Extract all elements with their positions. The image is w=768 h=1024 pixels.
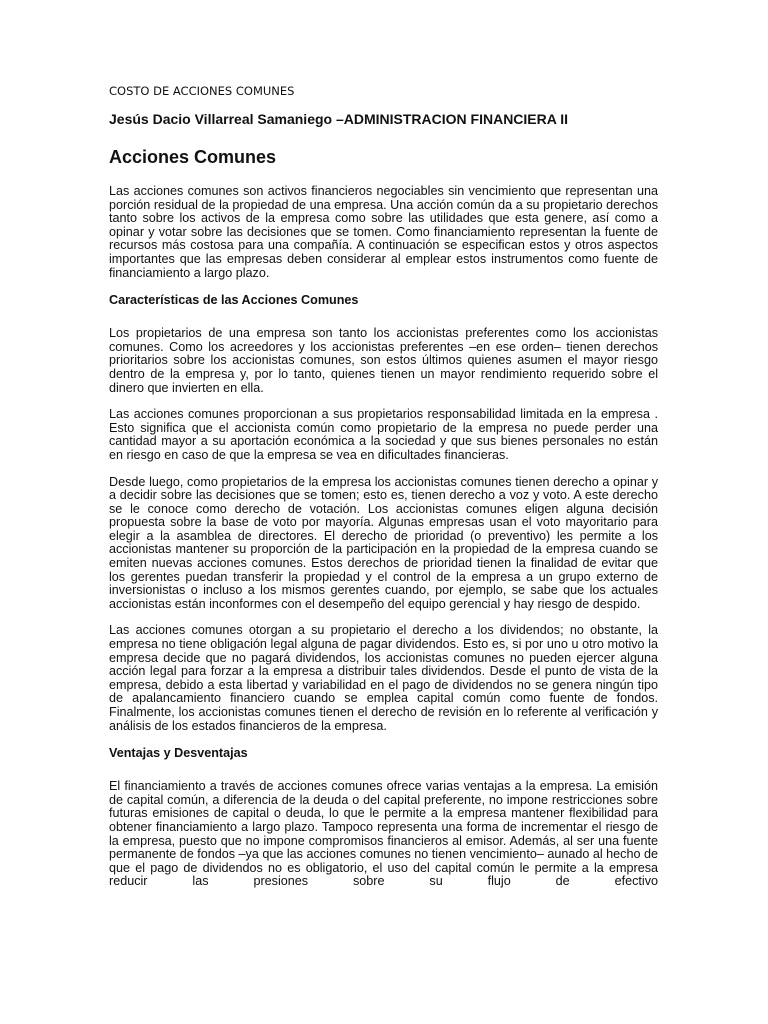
section-heading: Acciones Comunes <box>109 147 277 167</box>
paragraph: Desde luego, como propietarios de la empresa los accionistas comunes tienen derecho a opinar y a decidir sobre las decisiones que se tomen; esto es, tienen derecho a voz y voto. A este derecho se le conoce como derecho de votación. Los accionistas comunes eligen alguna decisión propuesta sobre la base de voto por mayoría. Algunas empresas usan el voto mayoritario para elegir a la asamblea de directores. El derecho de prioridad (o preventivo) les permite a los accionistas mantener su proporción de la participación en la propiedad de la empresa cuando se emiten nuevas acciones comunes. Estos derechos de prioridad tienen la finalidad de evitar que los gerentes puedan transferir la propiedad y el control de la empresa a un grupo externo de inversionistas o incluso a los mismos gerentes cuando, por ejemplo, se sabe que los actuales accionistas están inconformes con el desempeño del equipo gerencial y hay riesgo de despido. <box>109 474 658 611</box>
paragraph: El financiamiento a través de acciones comunes ofrece varias ventajas a la empresa. La emisión de capital común, a diferencia de la deuda o del capital preferente, no impone restricciones sobre futuras emisiones de capital o deuda, lo que le permite a la empresa mantener flexibilidad para obtener financiamiento a largo plazo. Tampoco representa una forma de incrementar el riesgo de la empresa, puesto que no impone compromisos financieros al emisor. Además, al ser una fuente permanente de fondos –ya que las acciones comunes no tienen vencimiento– aunado al hecho de que el pago de dividendos no es obligatorio, el uso del capital común le permite a la empresa reducir las presiones sobre su flujo de efectivo <box>109 779 658 889</box>
paragraph: Los propietarios de una empresa son tanto los accionistas preferentes como los accionistas comunes. Como los acreedores y los accionistas preferentes –en ese orden– tienen derechos prioritarios sobre los accionistas comunes, son estos últimos quienes asumen el mayor riesgo dentro de la empresa y, por lo tanto, quienes tienen un mayor rendimiento requerido sobre el dinero que invierten en ella. <box>109 326 658 395</box>
subheading-advantages: Ventajas y Desventajas <box>109 746 248 761</box>
paragraph: Las acciones comunes otorgan a su propietario el derecho a los dividendos; no obstante, la empresa no tiene obligación legal alguna de pagar dividendos. Esto es, si por uno u otro motivo la empresa decide que no pagará dividendos, los accionistas comunes no pueden ejercer alguna acción legal para forzar a la empresa a distribuir tales dividendos. Desde el punto de vista de la empresa, debido a esta libertad y variabilidad en el pago de dividendos no se genera ningún tipo de apalancamiento financiero cuando se emplea capital común como fuente de fondos. Finalmente, los accionistas comunes tienen el derecho de revisión en lo referente al verificación y análisis de los estados financieros de la empresa. <box>109 623 658 733</box>
paragraph: Las acciones comunes proporcionan a sus propietarios responsabilidad limitada en la empresa . Esto significa que el accionista común como propietario de la empresa no puede perder una cantidad mayor a su aportación económica a la sociedad y que sus bienes personales no están en riesgo en caso de que la empresa se vea en dificultades financieras. <box>109 407 658 462</box>
author-line: Jesús Dacio Villarreal Samaniego –ADMINISTRACION FINANCIERA II <box>109 111 569 127</box>
subheading-characteristics: Características de las Acciones Comunes <box>109 293 359 308</box>
intro-paragraph: Las acciones comunes son activos financieros negociables sin vencimiento que representan una porción residual de la propiedad de una empresa. Una acción común da a su propietario derechos tanto sobre los activos de la empresa como sobre las utilidades que esta genere, así como a opinar y votar sobre las decisiones que se tomen. Como financiamiento representan la fuente de recursos más costosa para una compañía. A continuación se especifican estos y otros aspectos importantes que las empresas deben considerar al emplear estos instrumentos como fuente de financiamiento a largo plazo. <box>109 184 658 280</box>
document-title: COSTO DE ACCIONES COMUNES <box>109 84 295 98</box>
